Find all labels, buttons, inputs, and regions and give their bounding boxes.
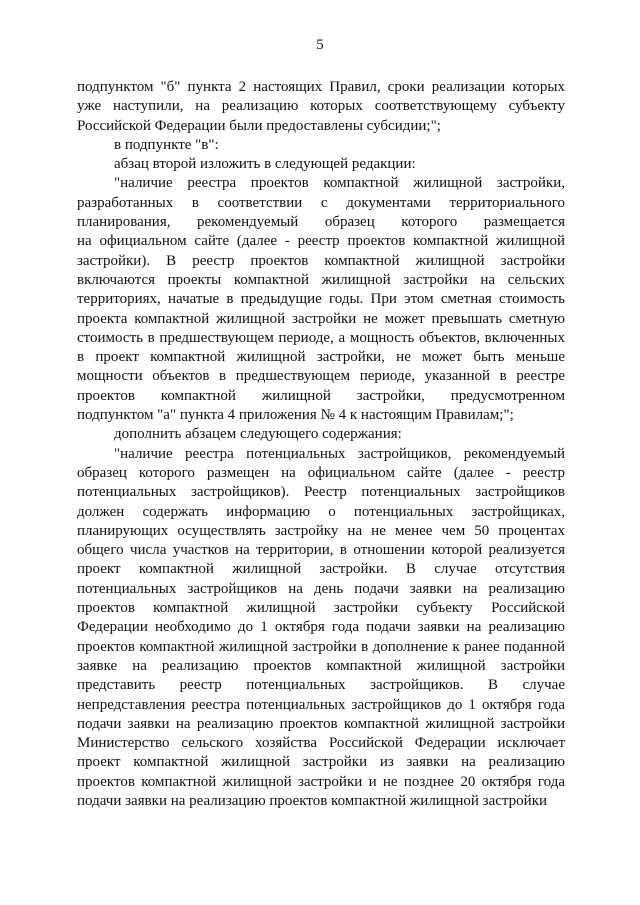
text-line: уже наступили, на реализацию которых соответствующему субъекту xyxy=(77,98,565,115)
text-line: проекта компактной жилищной застройки не может превышать сметную xyxy=(77,310,565,327)
text-line: заявке на реализацию проектов компактной жилищной застройки xyxy=(77,657,565,674)
document-body xyxy=(77,78,565,811)
text-line: разработанных в соответствии с документами территориального xyxy=(77,194,565,211)
paragraph xyxy=(77,155,565,174)
text-line: проектов компактной жилищной застройки субъекту Российской xyxy=(77,600,565,617)
text-line: общего числа участков на территории, в отношении которой реализуется xyxy=(77,542,565,559)
text-line: потенциальных застройщиков). Реестр потенциальных застройщиков xyxy=(77,484,565,501)
paragraph xyxy=(77,445,565,812)
text-line: должен содержать информацию о потенциальных застройщиках, xyxy=(77,503,565,520)
text-line: Министерство сельского хозяйства Российской Федерации исключает xyxy=(77,735,565,752)
paragraph xyxy=(77,425,565,444)
text-line: "наличие реестра проектов компактной жилищной застройки, xyxy=(114,175,565,192)
paragraph xyxy=(77,78,565,136)
paragraph xyxy=(77,136,565,155)
text-line: проектов компактной жилищной застройки, предусмотренном xyxy=(77,387,565,404)
text-line: планирования, рекомендуемый образец которого размещается xyxy=(77,214,565,231)
text-line: мощности объектов в предшествующем периоде, указанной в реестре xyxy=(77,368,565,385)
text-line: стоимость в предшествующем периоде, а мощность объектов, включенных xyxy=(77,329,565,346)
text-line: проектов компактной жилищной застройки и не позднее 20 октября года xyxy=(77,773,565,790)
text-line: проект компактной жилищной застройки. В случае отсутствия xyxy=(77,561,565,578)
text-line: абзац второй изложить в следующей редакции: xyxy=(114,156,416,173)
text-line: непредставления реестра потенциальных застройщиков до 1 октября года xyxy=(77,696,565,713)
text-line: подпунктом "а" пункта 4 приложения № 4 к настоящим Правилам;"; xyxy=(77,407,514,424)
text-line: Федерации необходимо до 1 октября года подачи заявки на реализацию xyxy=(77,619,565,636)
paragraph xyxy=(77,174,565,425)
text-line: территориях, начатые в предыдущие годы. При этом сметная стоимость xyxy=(77,291,565,308)
text-line: планирующих осуществлять застройку на не менее чем 50 процентах xyxy=(77,522,565,539)
text-line: подачи заявки на реализацию проектов компактной жилищной застройки xyxy=(77,715,565,732)
text-line: дополнить абзацем следующего содержания: xyxy=(114,426,402,443)
text-line: проектов компактной жилищной застройки в дополнение к ранее поданной xyxy=(77,638,565,655)
text-line: подпунктом "б" пункта 2 настоящих Правил, сроки реализации которых xyxy=(77,79,565,95)
text-line: в подпункте "в": xyxy=(114,136,219,153)
text-line: включаются проекты компактной жилищной застройки на сельских xyxy=(77,271,565,288)
text-line: в проект компактной жилищной застройки, не может быть меньше xyxy=(77,349,565,366)
text-line: представить реестр потенциальных застройщиков. В случае xyxy=(77,677,565,694)
text-line: потенциальных застройщиков на день подачи заявки на реализацию xyxy=(77,580,565,597)
text-line: застройки). В реестр проектов компактной жилищной застройки xyxy=(77,252,565,269)
text-line: на официальном сайте (далее - реестр проектов компактной жилищной xyxy=(77,233,565,250)
page-number: 5 xyxy=(316,37,324,53)
text-line: Российской Федерации были предоставлены субсидии;"; xyxy=(77,117,441,134)
text-line: подачи заявки на реализацию проектов компактной жилищной застройки xyxy=(77,792,548,809)
text-line: образец которого размещен на официальном сайте (далее - реестр xyxy=(77,464,565,481)
text-line: проект компактной жилищной застройки из заявки на реализацию xyxy=(77,754,565,771)
text-line: "наличие реестра потенциальных застройщиков, рекомендуемый xyxy=(114,445,565,462)
